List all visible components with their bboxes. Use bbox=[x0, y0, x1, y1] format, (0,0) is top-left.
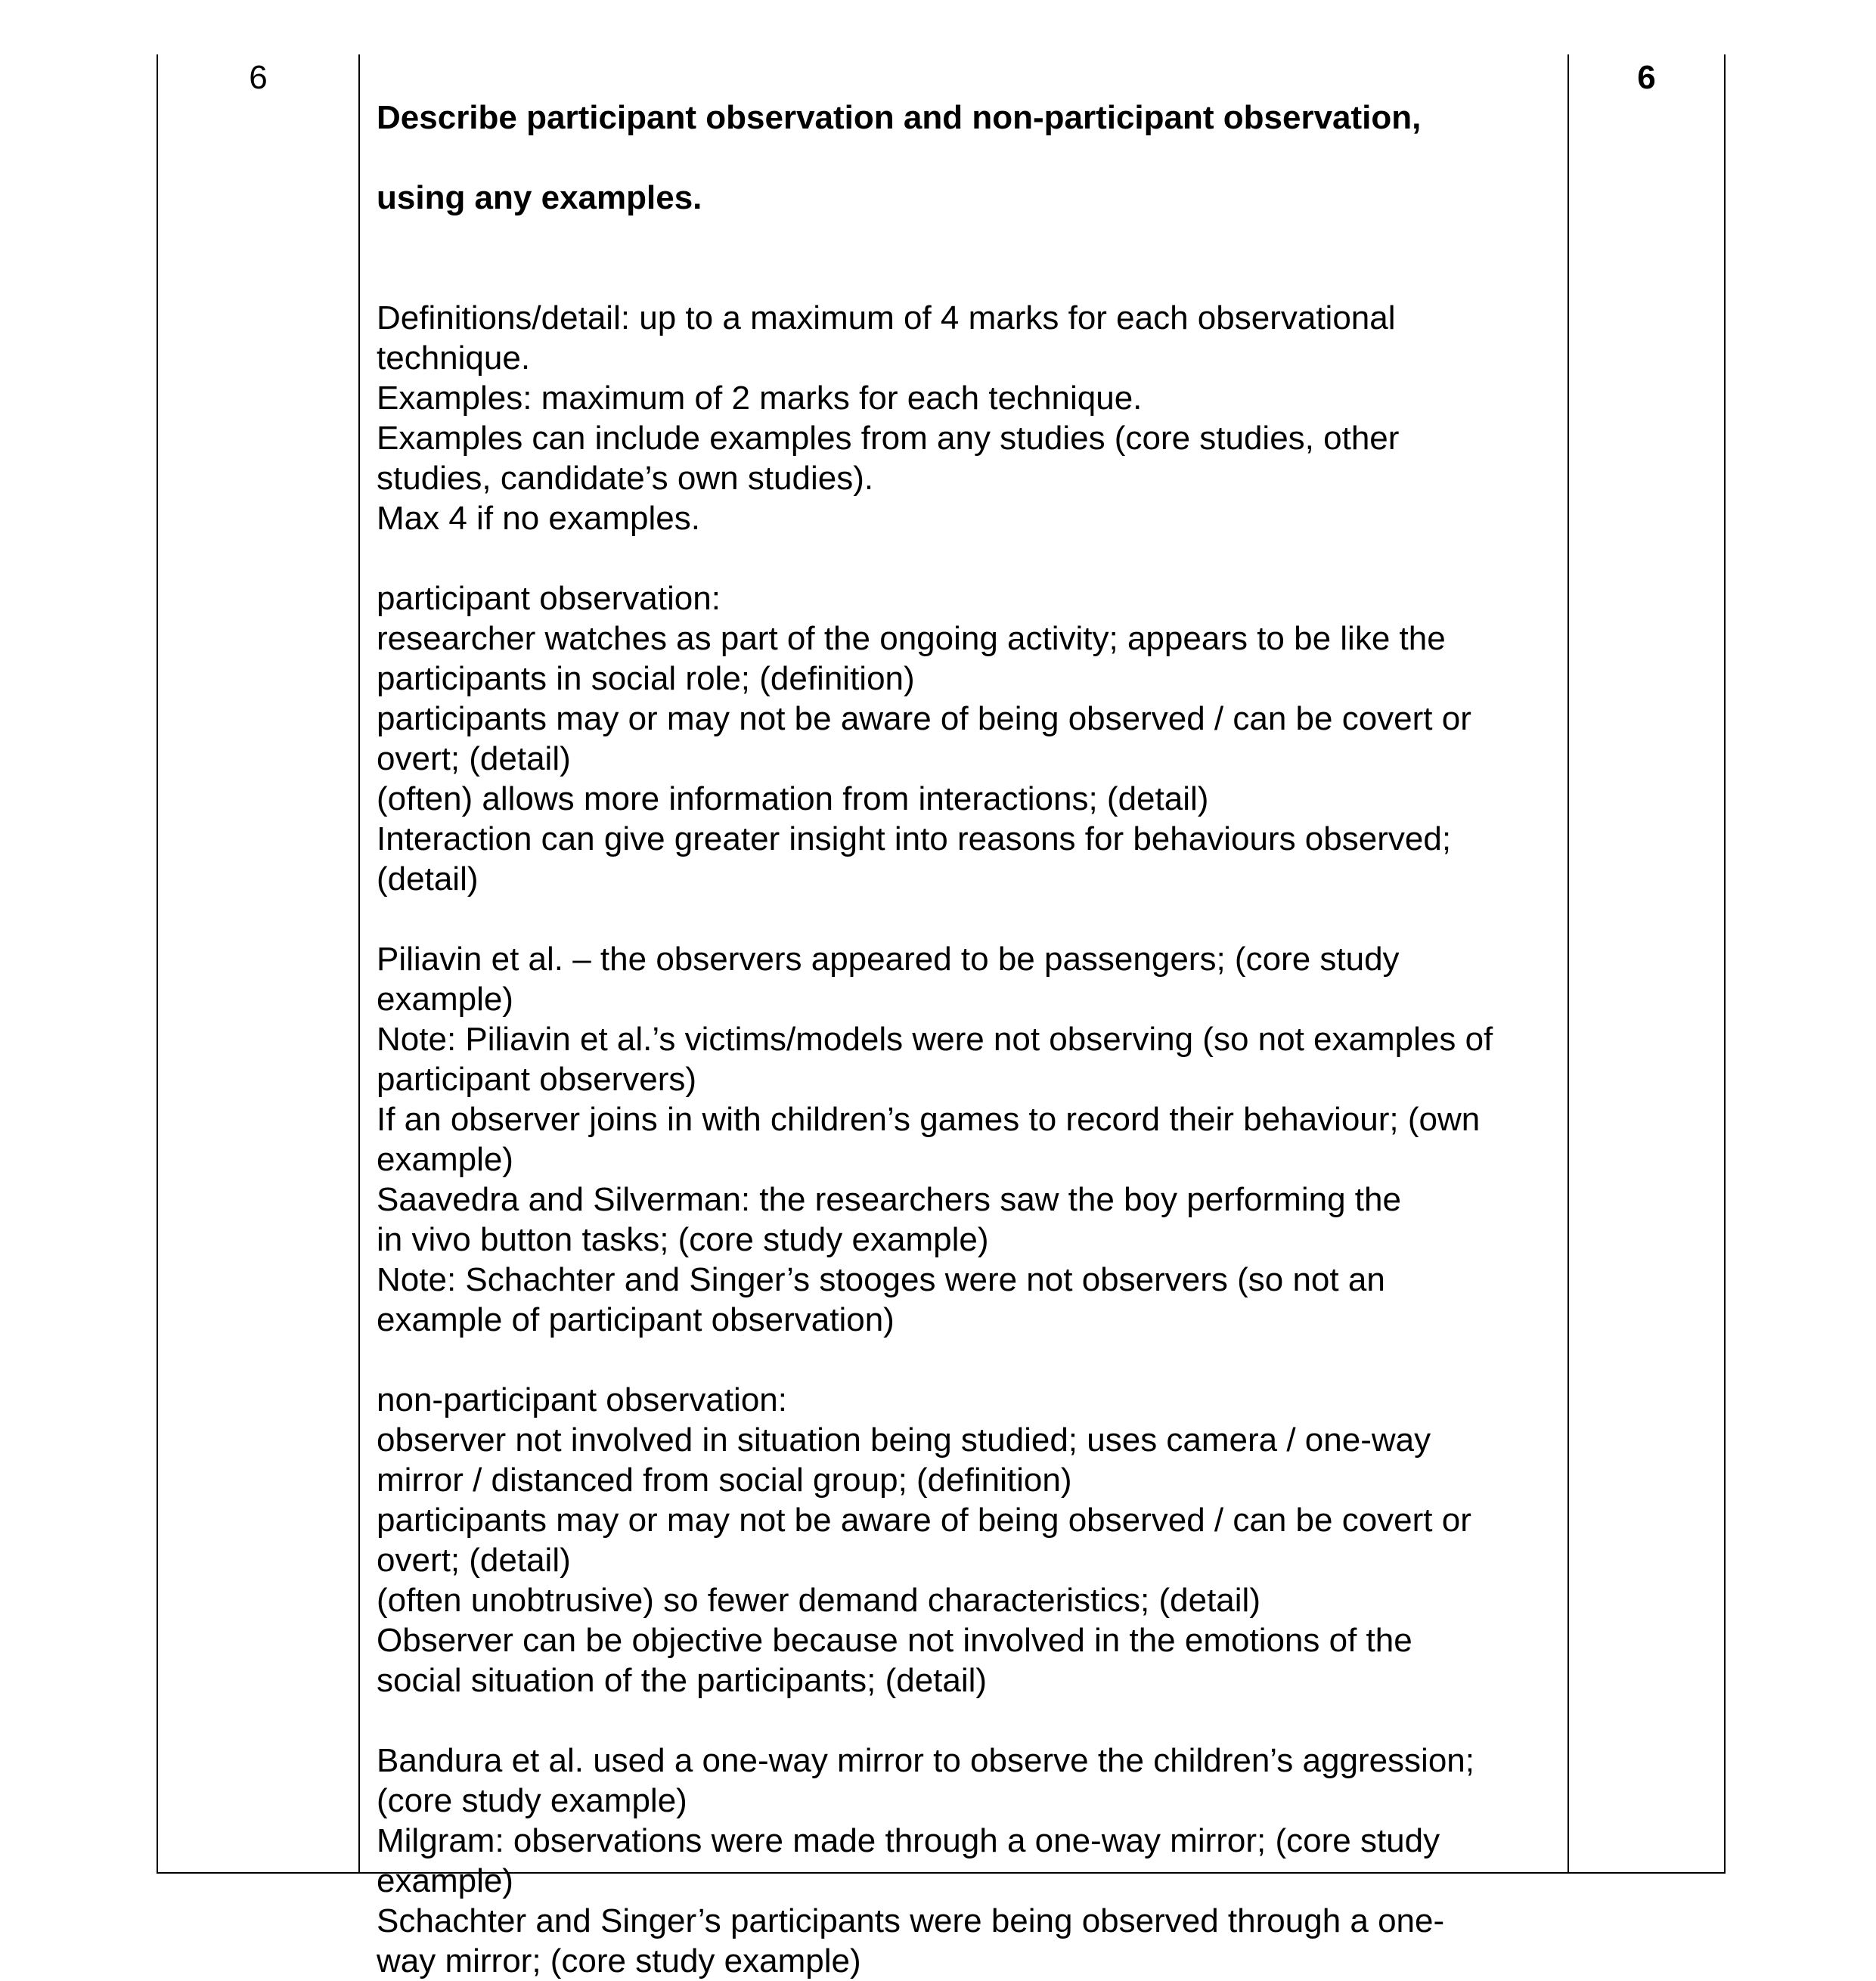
question-text bbox=[377, 57, 1556, 258]
guidance-line: Observer can be objective because not involved in the emotions of the bbox=[377, 1622, 1412, 1659]
guidance-line: researcher watches as part of the ongoing activity; appears to be like the bbox=[377, 620, 1446, 657]
column-divider bbox=[358, 54, 360, 1874]
question-number: 6 bbox=[249, 59, 268, 96]
guidance-line: (often unobtrusive) so fewer demand characteristics; (detail) bbox=[377, 1582, 1260, 1619]
guidance-line: observer not involved in situation being studied; uses camera / one-way bbox=[377, 1421, 1431, 1459]
guidance-line: mirror / distanced from social group; (definition) bbox=[377, 1462, 1072, 1499]
guidance-line: Max 4 if no examples. bbox=[377, 500, 700, 537]
marks-value: 6 bbox=[1637, 59, 1656, 96]
non-participant-examples-block bbox=[377, 1741, 1556, 1981]
answer-cell bbox=[377, 57, 1556, 1981]
guidance-line: technique. bbox=[377, 339, 531, 377]
guidance-line: participants may or may not be aware of being observed / can be covert or bbox=[377, 700, 1471, 737]
guidance-line: (core study example) bbox=[377, 1782, 687, 1819]
guidance-line: in vivo button tasks; (core study example) bbox=[377, 1221, 989, 1258]
guidance-line: overt; (detail) bbox=[377, 740, 571, 777]
column-divider bbox=[1724, 54, 1726, 1874]
guidance-line: Schachter and Singer’s participants were being observed through a one- bbox=[377, 1902, 1445, 1939]
question-text-line: using any examples. bbox=[377, 179, 702, 216]
question-text-line: Describe participant observation and non-participant observation, bbox=[377, 99, 1422, 136]
guidance-line: example) bbox=[377, 1141, 513, 1178]
guidance-line: social situation of the participants; (detail) bbox=[377, 1662, 988, 1699]
guidance-line: If an observer joins in with children’s games to record their behaviour; (own bbox=[377, 1101, 1481, 1138]
guidance-line: participants in social role; (definition) bbox=[377, 660, 915, 697]
guidance-line: (often) allows more information from interactions; (detail) bbox=[377, 780, 1209, 817]
guidance-line: Definitions/detail: up to a maximum of 4 marks for each observational bbox=[377, 299, 1396, 336]
guidance-line: Examples can include examples from any studies (core studies, other bbox=[377, 420, 1400, 457]
guidance-line: Bandura et al. used a one-way mirror to observe the children’s aggression; bbox=[377, 1742, 1474, 1779]
guidance-line: example of participant observation) bbox=[377, 1301, 895, 1338]
guidance-line: Examples: maximum of 2 marks for each technique. bbox=[377, 380, 1143, 417]
guidance-line: overt; (detail) bbox=[377, 1542, 571, 1579]
guidance-line: participant observation: bbox=[377, 580, 721, 617]
participant-observation-block bbox=[377, 578, 1556, 899]
guidance-line: Note: Piliavin et al.’s victims/models were not observing (so not examples of bbox=[377, 1021, 1493, 1058]
guidance-line: Note: Schachter and Singer’s stooges were not observers (so not an bbox=[377, 1261, 1385, 1298]
guidance-line: participant observers) bbox=[377, 1061, 697, 1098]
guidance-line: Piliavin et al. – the observers appeared to be passengers; (core study bbox=[377, 941, 1400, 978]
guidance-line: Saavedra and Silverman: the researchers saw the boy performing the bbox=[377, 1181, 1401, 1218]
markscheme-table bbox=[157, 54, 1724, 1979]
guidance-line: studies, candidate’s own studies). bbox=[377, 460, 874, 497]
guidance-line: way mirror; (core study example) bbox=[377, 1942, 861, 1979]
guidance-line: example) bbox=[377, 981, 513, 1018]
guidance-line: Milgram: observations were made through a one-way mirror; (core study bbox=[377, 1822, 1440, 1859]
non-participant-observation-block bbox=[377, 1380, 1556, 1700]
guidance-line: non-participant observation: bbox=[377, 1381, 787, 1418]
participant-examples-block bbox=[377, 939, 1556, 1340]
guidance-line: (detail) bbox=[377, 860, 479, 897]
column-divider bbox=[1567, 54, 1569, 1874]
mark-guidance-block bbox=[377, 298, 1556, 538]
guidance-line: Interaction can give greater insight into reasons for behaviours observed; bbox=[377, 820, 1452, 857]
guidance-line: example) bbox=[377, 1862, 513, 1899]
guidance-line: participants may or may not be aware of being observed / can be covert or bbox=[377, 1502, 1471, 1539]
